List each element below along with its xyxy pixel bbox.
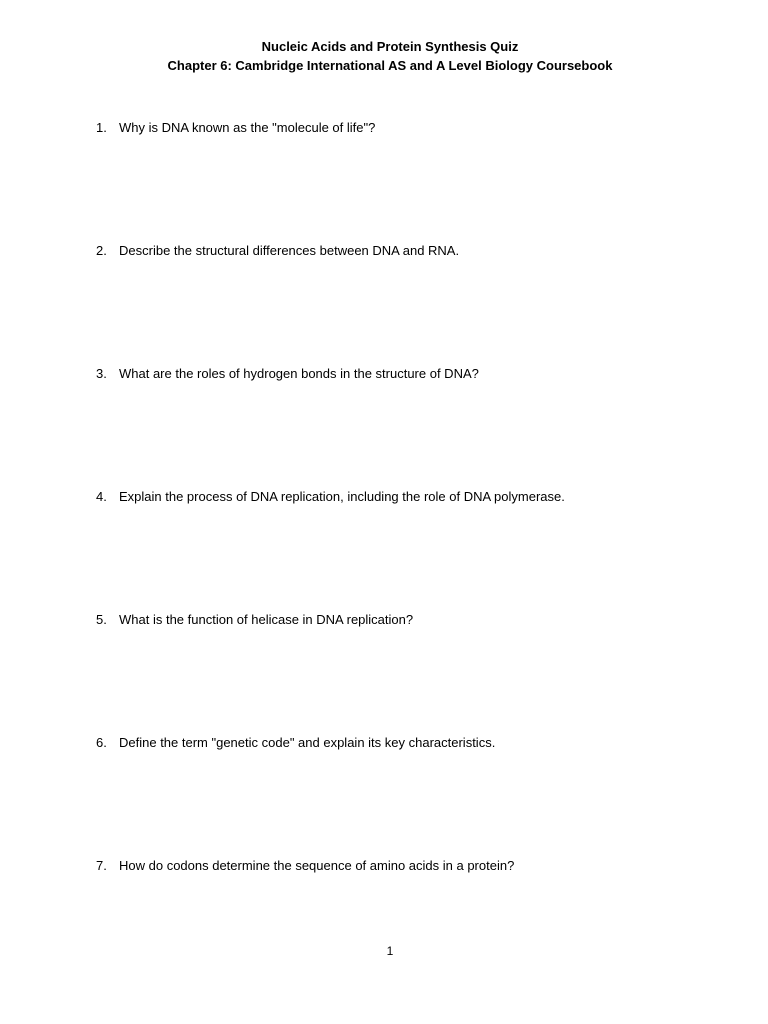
question-text: Describe the structural differences between DNA and RNA. bbox=[119, 243, 460, 258]
question-item bbox=[0, 733, 768, 753]
question-item bbox=[0, 118, 768, 138]
question-number: 1. bbox=[96, 120, 107, 135]
question-item bbox=[0, 487, 768, 507]
question-number: 5. bbox=[96, 612, 107, 627]
document-title: Nucleic Acids and Protein Synthesis Quiz bbox=[261, 39, 519, 54]
question-number: 6. bbox=[96, 735, 107, 750]
question-text: Why is DNA known as the "molecule of life"? bbox=[119, 120, 376, 135]
question-item bbox=[0, 364, 768, 384]
question-item bbox=[0, 241, 768, 261]
document-header bbox=[0, 37, 768, 75]
question-text: What are the roles of hydrogen bonds in the structure of DNA? bbox=[119, 366, 479, 381]
document-subtitle: Chapter 6: Cambridge International AS and A Level Biology Coursebook bbox=[167, 58, 613, 73]
question-number: 3. bbox=[96, 366, 107, 381]
question-text: How do codons determine the sequence of amino acids in a protein? bbox=[119, 858, 515, 873]
question-text: What is the function of helicase in DNA replication? bbox=[119, 612, 414, 627]
question-number: 4. bbox=[96, 489, 107, 504]
question-text: Define the term "genetic code" and explain its key characteristics. bbox=[119, 735, 496, 750]
question-text: Explain the process of DNA replication, including the role of DNA polymerase. bbox=[119, 489, 565, 504]
question-number: 2. bbox=[96, 243, 107, 258]
question-item bbox=[0, 856, 768, 876]
question-number: 7. bbox=[96, 858, 107, 873]
question-item bbox=[0, 610, 768, 630]
page-number: 1 bbox=[386, 944, 394, 958]
